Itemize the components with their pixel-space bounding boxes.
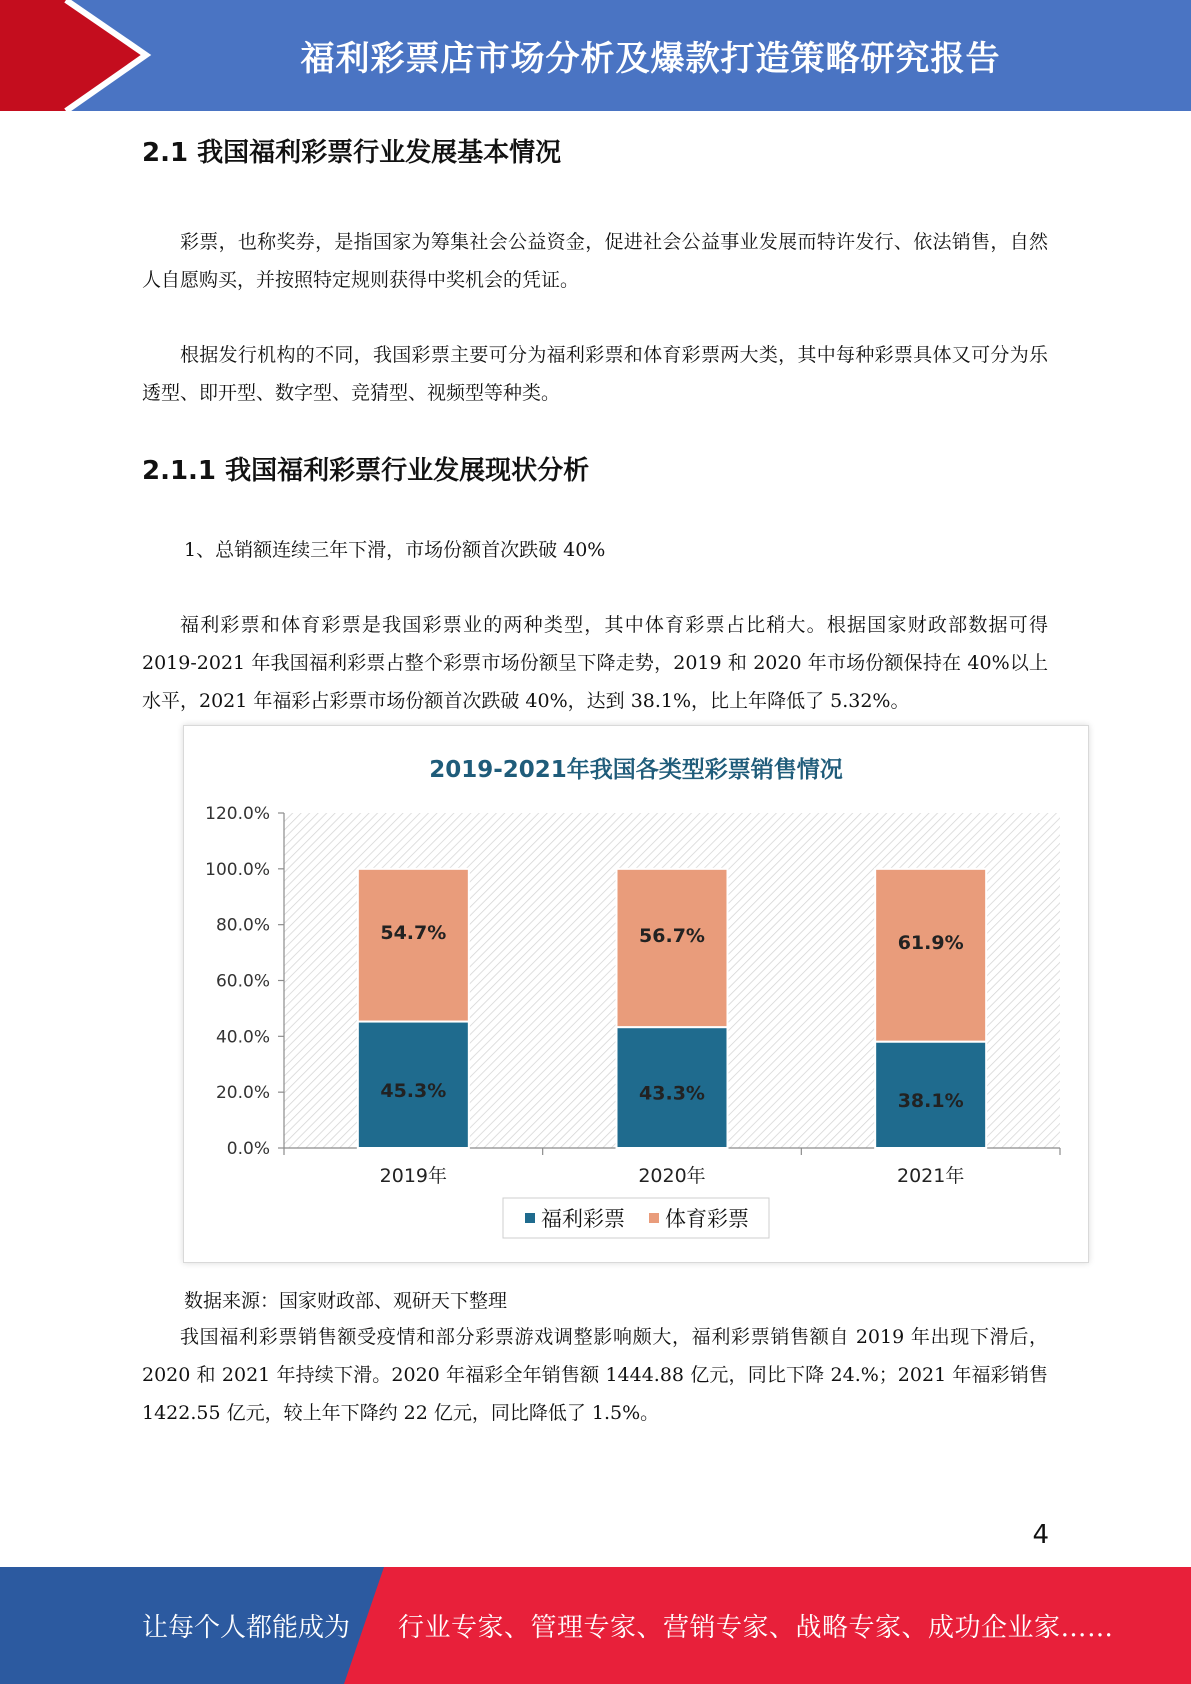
x-tick-label: 2019年 xyxy=(379,1165,448,1187)
data-label: 45.3% xyxy=(380,1079,447,1102)
data-label: 54.7% xyxy=(380,922,447,945)
data-label: 61.9% xyxy=(897,932,964,955)
y-tick-label: 80.0% xyxy=(215,915,270,936)
data-source: 数据来源：国家财政部、观研天下整理 xyxy=(184,1290,508,1312)
y-tick-label: 100.0% xyxy=(205,859,270,880)
paragraph-sales: 我国福利彩票销售额受疫情和部分彩票游戏调整影响颇大，福利彩票销售额自 2019 年出现下滑后，2020 和 2021 年持续下滑。2020 年福彩全年销售额 1444.88 亿元，同比下降 24.%；2021 年福彩销售 1422.55 亿元，较上年下降约 22 亿元，同比降低了 1.5%。 xyxy=(142,1326,1048,1424)
legend-label: 体育彩票 xyxy=(665,1207,749,1231)
legend-swatch xyxy=(649,1213,659,1223)
data-label: 43.3% xyxy=(639,1082,705,1105)
data-label: 38.1% xyxy=(897,1089,964,1112)
y-tick-label: 120.0% xyxy=(205,804,270,824)
arrow-decoration-icon xyxy=(0,0,160,111)
bar-segment xyxy=(875,869,986,1042)
bar-segment xyxy=(358,869,469,1022)
data-label: 56.7% xyxy=(639,924,705,947)
chart-title: 2019-2021年我国各类型彩票销售情况 xyxy=(429,757,843,783)
report-title: 福利彩票店市场分析及爆款打造策略研究报告 xyxy=(300,39,1001,79)
bar-segment xyxy=(617,869,728,1027)
header-banner xyxy=(0,0,1191,111)
paragraph-classification: 根据发行机构的不同，我国彩票主要可分为福利彩票和体育彩票两大类，其中每种彩票具体又可分为乐透型、即开型、数字型、竞猜型、视频型等种类。 xyxy=(142,344,1048,404)
y-tick-label: 40.0% xyxy=(215,1027,270,1048)
y-tick-label: 0.0% xyxy=(226,1139,270,1159)
legend-label: 福利彩票 xyxy=(541,1207,625,1231)
page-number: 4 xyxy=(1032,1520,1049,1550)
x-tick-label: 2021年 xyxy=(896,1165,965,1187)
paragraph-definition: 彩票，也称奖券，是指国家为筹集社会公益资金，促进社会公益事业发展而特许发行、依法销售，自然人自愿购买，并按照特定规则获得中奖机会的凭证。 xyxy=(142,231,1048,291)
point-heading: 1、总销额连续三年下滑，市场份额首次跌破 40% xyxy=(184,539,606,561)
y-tick-label: 20.0% xyxy=(215,1083,270,1104)
legend-swatch xyxy=(525,1213,535,1223)
paragraph-market-share: 福利彩票和体育彩票是我国彩票业的两种类型，其中体育彩票占比稍大。根据国家财政部数据可得 2019-2021 年我国福利彩票占整个彩票市场份额呈下降走势，2019 和 2020 年市场份额保持在 40%以上水平，2021 年福彩占彩票市场份额首次跌破 40%，达到 38.1%，比上年降低了 5.32%。 xyxy=(142,614,1048,712)
stacked-bar-chart xyxy=(184,726,1088,1262)
section-heading: 2.1 我国福利彩票行业发展基本情况 xyxy=(142,138,562,168)
x-tick-label: 2020年 xyxy=(638,1165,706,1187)
footer-slogan-left: 让每个人都能成为 xyxy=(142,1613,351,1643)
footer-banner xyxy=(0,1567,1191,1684)
footer-slogan-right: 行业专家、管理专家、营销专家、战略专家、成功企业家…… xyxy=(398,1613,1114,1643)
y-tick-label: 60.0% xyxy=(215,971,270,992)
chart-container xyxy=(183,725,1089,1263)
subsection-heading: 2.1.1 我国福利彩票行业发展现状分析 xyxy=(142,456,590,486)
